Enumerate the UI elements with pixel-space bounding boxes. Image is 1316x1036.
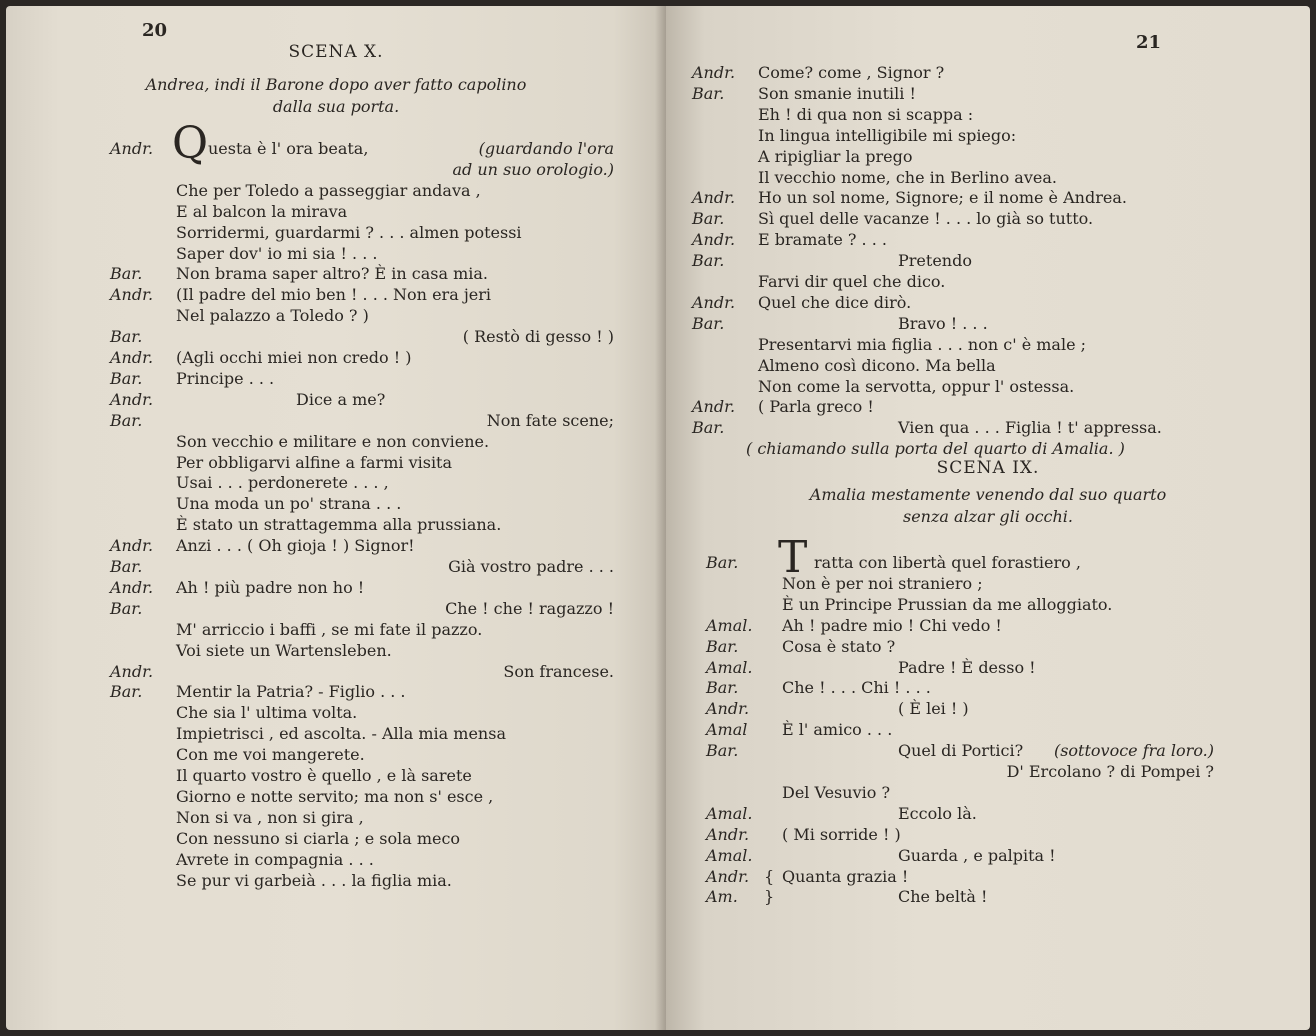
speaker-label: Bar.: [110, 264, 143, 284]
verse-line: Non si va , non si gira ,: [176, 807, 364, 827]
speaker-label: Bar.: [706, 636, 739, 656]
brace: }: [764, 887, 775, 907]
speaker-label: Amal.: [706, 657, 753, 677]
verse-line: Cosa è stato ?: [782, 636, 896, 656]
verse-line: È stato un strattagemma alla prussiana.: [176, 515, 502, 535]
left-page: [6, 6, 666, 1030]
verse-line: M' arriccio i baffi , se mi fate il pazzo.: [176, 619, 483, 639]
verse-line: Una moda un po' strana . . .: [176, 494, 402, 514]
verse-line-continued: ( Restò di gesso ! ): [462, 327, 614, 347]
verse-line: È un Principe Prussian da me alloggiato.: [782, 594, 1113, 614]
speaker-label: Andr.: [706, 699, 750, 719]
verse-line: Che sia l' ultima volta.: [176, 703, 358, 723]
speaker-label: Amal: [706, 720, 748, 740]
verse-line-continued: Dice a me?: [296, 389, 386, 409]
verse-line: ( Parla greco !: [758, 397, 874, 417]
page-number: 21: [1136, 32, 1162, 53]
verse-line-continued: Vien qua . . . Figlia ! t' appressa.: [898, 418, 1162, 438]
verse-line: Per obbligarvi alfine a farmi visita: [176, 452, 453, 472]
verse-line-continued: ( È lei ! ): [898, 699, 969, 719]
stage-direction-2: senza alzar gli occhi.: [902, 507, 1074, 526]
verse-line: A ripigliar la prego: [758, 146, 913, 166]
scene-title: SCENA IX.: [936, 458, 1040, 478]
verse-line-continued: Che beltà !: [898, 887, 988, 907]
stage-direction-1: Andrea, indi il Barone dopo aver fatto capolino: [145, 75, 527, 94]
speaker-label: Andr.: [110, 577, 154, 597]
verse-line-continued: Non fate scene;: [486, 410, 614, 430]
brace: {: [764, 866, 775, 886]
verse-line: Non brama saper altro? È in casa mia.: [176, 264, 488, 284]
verse-line: Sorridermi, guardarmi ? . . . almen potessi: [176, 222, 522, 242]
verse-line: Non come la servotta, oppur l' ostessa.: [758, 376, 1075, 396]
speaker-label: Andr.: [692, 397, 736, 417]
verse-line: Ah ! padre mio ! Chi vedo !: [782, 615, 1002, 635]
verse-line-continued: Pretendo: [898, 251, 972, 271]
verse-line: Come? come , Signor ?: [758, 63, 945, 82]
speaker-label: Bar.: [692, 83, 725, 103]
verse-line: Giorno e notte servito; ma non s' esce ,: [176, 786, 494, 806]
verse-line-continued: Quel di Portici?: [898, 741, 1024, 761]
verse-line: Impietrisci , ed ascolta. - Alla mia mensa: [176, 724, 506, 744]
verse-line: Che per Toledo a passeggiar andava ,: [176, 180, 481, 200]
stage-direction-1: Amalia mestamente venendo dal suo quarto: [809, 485, 1167, 504]
verse-line-continued: Guarda , e palpita !: [898, 845, 1056, 865]
speaker-label: Andr.: [706, 824, 750, 844]
verse-line: Del Vesuvio ?: [782, 782, 891, 802]
speaker-label: Bar.: [110, 368, 143, 388]
verse-line: Non è per noi straniero ;: [782, 573, 983, 593]
scene-title: SCENA X.: [288, 42, 384, 62]
speaker-label: Bar.: [110, 598, 143, 618]
verse-line: Ho un sol nome, Signore; e il nome è Andrea.: [758, 188, 1127, 208]
verse-line: In lingua intelligibile mi spiego:: [758, 125, 1017, 145]
verse-line: Usai . . . perdonerete . . . ,: [176, 473, 389, 493]
stage-direction-2: dalla sua porta.: [272, 97, 400, 116]
speaker-label: Andr.: [110, 536, 154, 556]
speaker-label: Amal.: [706, 845, 753, 865]
verse-line: Il vecchio nome, che in Berlino avea.: [758, 167, 1057, 187]
speaker-label: Andr.: [692, 230, 736, 250]
stage-aside: (guardando l'ora: [478, 139, 614, 158]
verse-line: (Agli occhi miei non credo ! ): [176, 348, 412, 367]
speaker-label: Bar.: [110, 410, 143, 430]
verse-line: Con me voi mangerete.: [176, 745, 365, 765]
verse-line: uesta è l' ora beata,: [208, 139, 369, 158]
stage-aside: (sottovoce fra loro.): [1053, 741, 1214, 761]
verse-line: Avrete in compagnia . . .: [176, 849, 374, 869]
verse-line: Principe . . .: [176, 368, 275, 388]
page-number: 20: [142, 20, 168, 41]
speaker-label: Andr.: [110, 389, 154, 409]
verse-line: Almeno così dicono. Ma bella: [758, 355, 996, 375]
drop-capital: Q: [172, 118, 209, 169]
speaker-label: Andr.: [110, 661, 154, 681]
verse-line-continued: Eccolo là.: [898, 803, 977, 823]
speaker-label: Bar.: [110, 682, 143, 702]
verse-line-continued: D' Ercolano ? di Pompei ?: [1006, 762, 1214, 781]
speaker-label: Am.: [706, 887, 738, 907]
verse-line-continued: Che ! che ! ragazzo !: [445, 598, 614, 618]
verse-line: Nel palazzo a Toledo ? ): [176, 306, 369, 326]
speaker-label: Bar.: [692, 251, 725, 271]
verse-line: Farvi dir quel che dico.: [758, 272, 946, 291]
verse-line-continued: Son francese.: [503, 661, 614, 681]
verse-line: Con nessuno si ciarla ; e sola meco: [176, 828, 461, 848]
speaker-label: Bar.: [692, 313, 725, 333]
verse-line: È l' amico . . .: [782, 720, 893, 740]
verse-line: Se pur vi garbeià . . . la figlia mia.: [176, 870, 452, 890]
verse-line-continued: Padre ! È desso !: [898, 657, 1036, 677]
speaker-label: Andr.: [110, 139, 154, 158]
speaker-label: Andr.: [692, 188, 736, 208]
verse-line: Che ! . . . Chi ! . . .: [782, 678, 931, 698]
verse-line: Ah ! più padre non ho !: [176, 577, 365, 597]
speaker-label: Andr.: [692, 292, 736, 312]
verse-line: Son smanie inutili !: [758, 83, 916, 103]
drop-capital: T: [778, 532, 808, 583]
stage-direction: ( chiamando sulla porta del quarto di Amalia. ): [746, 439, 1125, 459]
speaker-label: Amal.: [706, 615, 753, 635]
speaker-label: Bar.: [706, 741, 739, 761]
speaker-label: Bar.: [110, 327, 143, 347]
verse-line: Anzi . . . ( Oh gioja ! ) Signor!: [176, 536, 415, 556]
verse-line: E bramate ? . . .: [758, 230, 887, 250]
verse-line: ( Mi sorride ! ): [782, 824, 901, 844]
speaker-label: Andr.: [692, 63, 736, 82]
verse-line: Saper dov' io mi sia ! . . .: [176, 243, 378, 263]
speaker-label: Bar.: [110, 557, 143, 576]
speaker-label: Andr.: [706, 866, 750, 886]
verse-line: Quanta grazia !: [782, 866, 909, 886]
speaker-label: Bar.: [706, 553, 739, 572]
verse-line: Il quarto vostro è quello , e là sarete: [176, 766, 472, 785]
verse-line: Quel che dice dirò.: [758, 292, 912, 312]
stage-aside: ad un suo orologio.): [452, 159, 614, 179]
speaker-label: Andr.: [110, 348, 154, 367]
verse-line: Voi siete un Wartensleben.: [176, 640, 392, 660]
verse-line: Eh ! di qua non si scappa :: [758, 104, 974, 124]
verse-line: Presentarvi mia figlia . . . non c' è male ;: [758, 334, 1087, 354]
verse-line: Sì quel delle vacanze ! . . . lo già so tutto.: [758, 209, 1094, 229]
verse-line: Son vecchio e militare e non conviene.: [176, 431, 490, 451]
speaker-label: Bar.: [692, 418, 725, 438]
verse-line: (Il padre del mio ben ! . . . Non era jeri: [176, 285, 492, 305]
verse-line: Mentir la Patria? - Figlio . . .: [176, 682, 406, 702]
verse-line-continued: Bravo ! . . .: [898, 313, 988, 333]
right-page: [666, 6, 1310, 1030]
verse-line: ratta con libertà quel forastiero ,: [814, 553, 1081, 572]
speaker-label: Bar.: [706, 678, 739, 698]
speaker-label: Amal.: [706, 803, 753, 823]
speaker-label: Bar.: [692, 209, 725, 229]
verse-line-continued: Già vostro padre . . .: [448, 557, 614, 576]
verse-line: E al balcon la mirava: [176, 201, 348, 221]
speaker-label: Andr.: [110, 285, 154, 305]
